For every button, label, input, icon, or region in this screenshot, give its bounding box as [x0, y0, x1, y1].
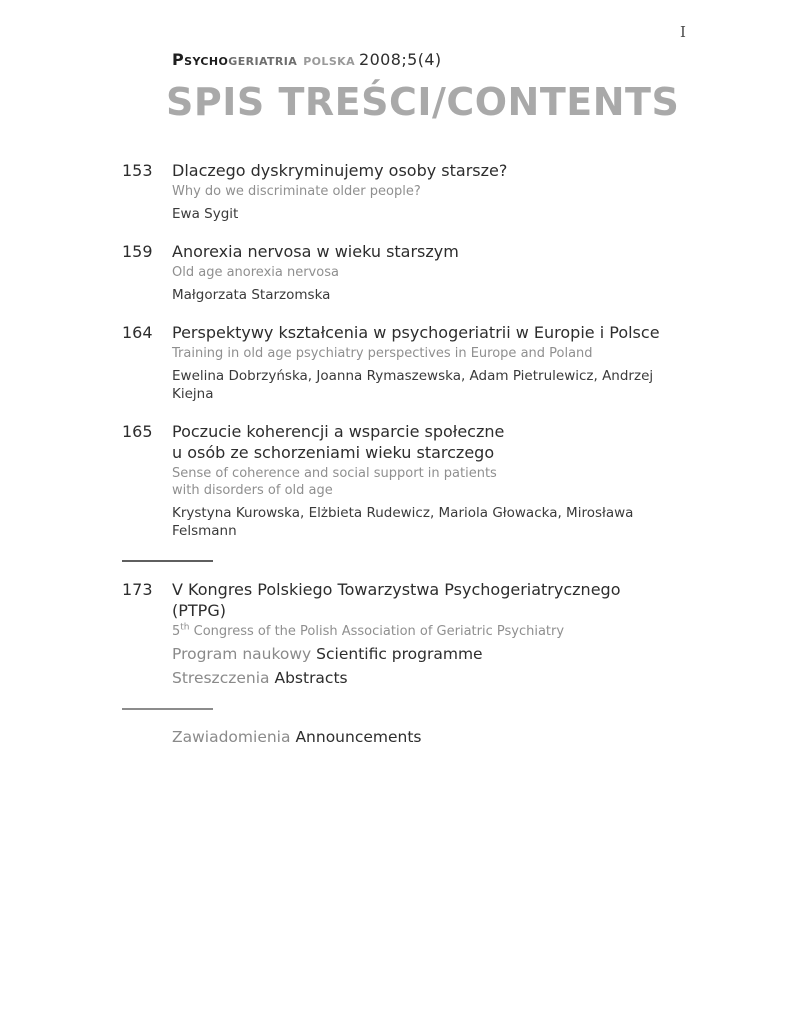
entry-title-polish: Perspektywy kształcenia w psychogeriatrii w Europie i Polsce — [172, 323, 660, 342]
entry-title-polish-line2: u osób ze schorzeniami wieku starczego — [172, 443, 495, 462]
entry-title-polish — [172, 421, 678, 463]
journal-name-psycho: Psycho — [172, 50, 229, 69]
entry-authors: Krystyna Kurowska, Elżbieta Rudewicz, Mariola Głowacka, Mirosława Felsmann — [172, 505, 634, 539]
announcements-label-english: Announcements — [295, 728, 422, 746]
entry-body — [172, 241, 678, 304]
congress-title-rest: Congress of the Polish Association of Geriatric Psychiatry — [193, 624, 565, 639]
section-divider — [122, 708, 213, 710]
entry-title-english: Why do we discriminate older people? — [172, 184, 421, 199]
announcements-line — [172, 727, 678, 747]
toc-entry-173 — [122, 579, 678, 688]
congress-programme-line — [172, 644, 678, 664]
entry-body — [172, 579, 678, 688]
entry-title-polish: Dlaczego dyskryminujemy osoby starsze? — [172, 161, 508, 180]
entry-title-english — [172, 465, 678, 499]
toc-entries — [122, 160, 678, 747]
entry-body — [172, 160, 678, 223]
congress-abstracts-line — [172, 668, 678, 688]
entry-page-number: 159 — [122, 242, 153, 261]
ordinal-suffix-superscript: th — [180, 622, 190, 633]
contents-heading: SPIS TREŚCI/CONTENTS — [166, 80, 680, 124]
entry-title-english-line2: with disorders of old age — [172, 483, 333, 498]
entry-title-english — [172, 623, 678, 640]
entry-title-english-line1: Sense of coherence and social support in patients — [172, 466, 497, 481]
entry-authors: Ewa Sygit — [172, 206, 239, 222]
journal-name-geriatria: geriatria — [228, 50, 298, 69]
programme-label-english: Scientific programme — [316, 645, 483, 663]
entry-page-number: 173 — [122, 580, 153, 599]
announcements-label-polish: Zawiadomienia — [172, 728, 291, 746]
entry-authors: Ewelina Dobrzyńska, Joanna Rymaszewska, Adam Pietrulewicz, Andrzej Kiejna — [172, 368, 654, 402]
congress-ordinal-number: 5 — [172, 624, 181, 639]
toc-entry-164 — [122, 322, 678, 403]
entry-authors: Małgorzata Starzomska — [172, 287, 331, 303]
entry-body — [172, 421, 678, 540]
toc-entry-165 — [122, 421, 678, 540]
journal-issue: 2008;5(4) — [359, 50, 442, 69]
toc-entry-153 — [122, 160, 678, 223]
entry-title-polish-line1: Poczucie koherencji a wsparcie społeczne — [172, 422, 505, 441]
entry-page-number: 165 — [122, 422, 153, 441]
entry-title-polish: Anorexia nervosa w wieku starszym — [172, 242, 459, 261]
folio-page-number: I — [680, 23, 686, 41]
entry-title-english: Old age anorexia nervosa — [172, 265, 339, 280]
programme-label-polish: Program naukowy — [172, 645, 312, 663]
entry-title-polish: V Kongres Polskiego Towarzystwa Psychogeriatrycznego (PTPG) — [172, 580, 621, 620]
abstracts-label-english: Abstracts — [274, 669, 348, 687]
abstracts-label-polish: Streszczenia — [172, 669, 270, 687]
entry-body — [172, 322, 678, 403]
entry-page-number: 164 — [122, 323, 153, 342]
toc-entry-159 — [122, 241, 678, 304]
entry-title-english: Training in old age psychiatry perspectives in Europe and Poland — [172, 346, 593, 361]
section-divider — [122, 560, 213, 562]
journal-masthead — [172, 50, 442, 69]
journal-name-polska: polska — [303, 50, 355, 69]
entry-page-number: 153 — [122, 161, 153, 180]
